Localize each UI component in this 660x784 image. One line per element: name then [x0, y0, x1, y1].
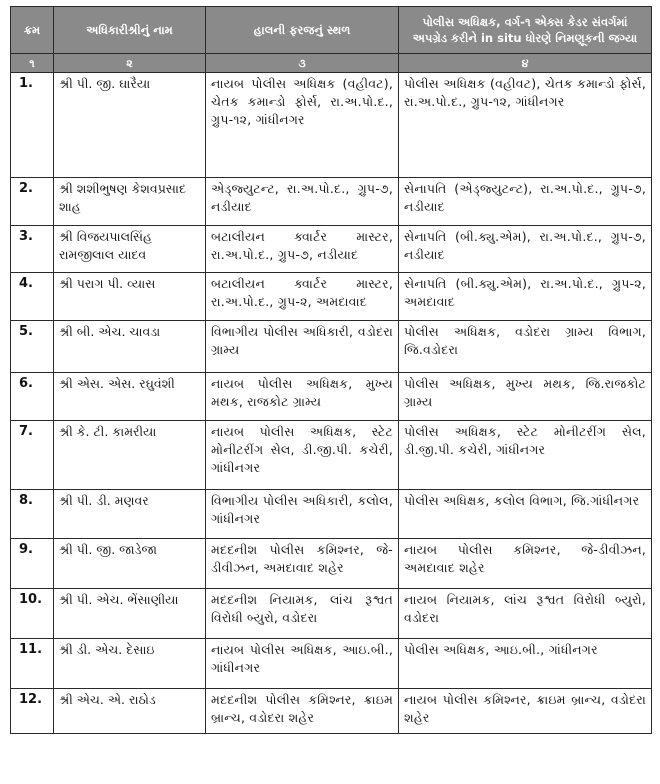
officer-name: શ્રી એસ. એસ. રઘુવંશી [54, 373, 206, 421]
column-number: ૧ [11, 54, 54, 73]
table-row [11, 73, 652, 178]
officer-name: શ્રી ડી. એચ. દેસાઇ [54, 639, 206, 689]
serial-number: 11. [11, 639, 54, 689]
serial-number: 5. [11, 321, 54, 373]
upgraded-post: પોલીસ અધિક્ષક (વહીવટ), ચેતક કમાન્ડો ફોર્સ, રા.અ.પો.દ., ગ્રુપ-૧૨, ગાંધીનગર [399, 73, 652, 178]
officer-name: શ્રી પી. જી. ઘારૈયા [54, 73, 206, 178]
serial-number: 4. [11, 273, 54, 321]
upgraded-post: નાયબ નિયામક, લાંચ રૂશ્વત વિરોધી બ્યુરો, વડોદરા [399, 589, 652, 639]
upgraded-post: પોલીસ અધિક્ષક, મુખ્ય મથક, જિ.રાજકોટ ગ્રામ્ય [399, 373, 652, 421]
serial-number: 6. [11, 373, 54, 421]
header-row [11, 7, 652, 54]
officer-name: શ્રી પરાગ પી. વ્યાસ [54, 273, 206, 321]
current-post: મદદનીશ પોલીસ કમિશ્નર, ક્રાઇમ બ્રાન્ચ, વડોદરા શહેર [206, 689, 399, 734]
serial-number: 10. [11, 589, 54, 639]
upgraded-post: પોલીસ અધિક્ષક, આઇ.બી., ગાંધીનગર [399, 639, 652, 689]
header-serial: ક્રમ [11, 7, 54, 54]
officer-name: શ્રી પી. ડી. મણવર [54, 490, 206, 539]
officer-name: શ્રી પી. એચ. ભેંસાણીયા [54, 589, 206, 639]
table-row [11, 178, 652, 226]
upgraded-post: સેનાપતિ (બી.ક્યુ.એમ), રા.અ.પો.દ., ગ્રુપ-૭, નડીયાદ [399, 226, 652, 273]
column-number: ૩ [206, 54, 399, 73]
serial-number: 12. [11, 689, 54, 734]
current-post: નાયબ પોલીસ અધિક્ષક, સ્ટેટ મોનીટરીંગ સેલ, ડી.જી.પી. કચેરી, ગાંધીનગર [206, 421, 399, 490]
upgraded-post: નાયબ પોલીસ કમિશ્નર, જે-ડીવીઝન, અમદાવાદ શહેર [399, 539, 652, 589]
table-body [11, 73, 652, 734]
current-post: એડ્જ્યુટન્ટ, રા.અ.પો.દ., ગ્રુપ-૭, નડીયાદ [206, 178, 399, 226]
upgraded-post: પોલીસ અધિક્ષક, કલોલ વિભાગ, જિ.ગાંધીનગર [399, 490, 652, 539]
current-post: નાયબ પોલીસ અધિક્ષક, મુખ્ય મથક, રાજકોટ ગ્રામ્ય [206, 373, 399, 421]
current-post: નાયબ પોલીસ અધિક્ષક (વહીવટ), ચેતક કમાન્ડો ફોર્સ, રા.અ.પો.દ., ગ્રુપ-૧૨, ગાંધીનગર [206, 73, 399, 178]
table-row [11, 589, 652, 639]
officer-name: શ્રી એચ. એ. રાઠોડ [54, 689, 206, 734]
current-post: બટાલીયન ક્વાર્ટર માસ્ટર, રા.અ.પો.દ., ગ્રુપ-૭, નડીયાદ [206, 226, 399, 273]
officer-name: શ્રી વિજયપાલસિંહ રામજીલાલ યાદવ [54, 226, 206, 273]
serial-number: 3. [11, 226, 54, 273]
table-row [11, 226, 652, 273]
officer-name: શ્રી બી. એચ. ચાવડા [54, 321, 206, 373]
officer-posting-table [10, 6, 652, 734]
upgraded-post: પોલીસ અધિક્ષક, વડોદરા ગ્રામ્ય વિભાગ, જિ.વડોદરા [399, 321, 652, 373]
current-post: વિભાગીય પોલીસ અધિકારી, વડોદરા ગ્રામ્ય [206, 321, 399, 373]
column-number: ૨ [54, 54, 206, 73]
table-row [11, 639, 652, 689]
upgraded-post: પોલીસ અધિક્ષક, સ્ટેટ મોનીટરીંગ સેલ, ડી.જી.પી. કચેરી, ગાંધીનગર [399, 421, 652, 490]
current-post: વિભાગીય પોલીસ અધિકારી, કલોલ, ગાંધીનગર [206, 490, 399, 539]
table-row [11, 421, 652, 490]
table-row [11, 490, 652, 539]
current-post: બટાલીયન ક્વાર્ટર માસ્ટર, રા.અ.પો.દ., ગ્રુપ-૨, અમદાવાદ [206, 273, 399, 321]
table-row [11, 373, 652, 421]
current-post: મદદનીશ પોલીસ કમિશ્નર, જે-ડીવીઝન, અમદાવાદ શહેર [206, 539, 399, 589]
upgraded-post: નાયબ પોલીસ કમિશ્નર, ક્રાઇમ બ્રાન્ચ, વડોદરા શહેર [399, 689, 652, 734]
current-post: નાયબ પોલીસ અધિક્ષક, આઇ.બી., ગાંધીનગર [206, 639, 399, 689]
header-current-post: હાલની ફરજનું સ્થળ [206, 7, 399, 54]
serial-number: 8. [11, 490, 54, 539]
table-header [11, 7, 652, 73]
column-number-row [11, 54, 652, 73]
table-row [11, 273, 652, 321]
table-row [11, 321, 652, 373]
upgraded-post: સેનાપતિ (એડ્જ્યુટન્ટ), રા.અ.પો.દ., ગ્રુપ-૭, નડીયાદ [399, 178, 652, 226]
header-officer-name: અધિકારીશ્રીનું નામ [54, 7, 206, 54]
officer-name: શ્રી પી. જી. જાડેજા [54, 539, 206, 589]
current-post: મદદનીશ નિયામક, લાંચ રૂશ્વત વિરોધી બ્યુરો, વડોદરા [206, 589, 399, 639]
serial-number: 9. [11, 539, 54, 589]
officer-name: શ્રી કે. ટી. કામરીયા [54, 421, 206, 490]
officer-name: શ્રી શશીભુષણ કેશવપ્રસાદ શાહ [54, 178, 206, 226]
table-row [11, 539, 652, 589]
table-row [11, 689, 652, 734]
serial-number: 7. [11, 421, 54, 490]
header-upgraded-post: પોલીસ અધિક્ષક, વર્ગ-૧ એક્સ કેડર સંવર્ગમાં અપગ્રેડ કરીને in situ ધોરણે નિમણૂકની જગ્યા [399, 7, 652, 54]
serial-number: 1. [11, 73, 54, 178]
serial-number: 2. [11, 178, 54, 226]
upgraded-post: સેનાપતિ (બી.ક્યુ.એમ), રા.અ.પો.દ., ગ્રુપ-૨, અમદાવાદ [399, 273, 652, 321]
column-number: ૪ [399, 54, 652, 73]
